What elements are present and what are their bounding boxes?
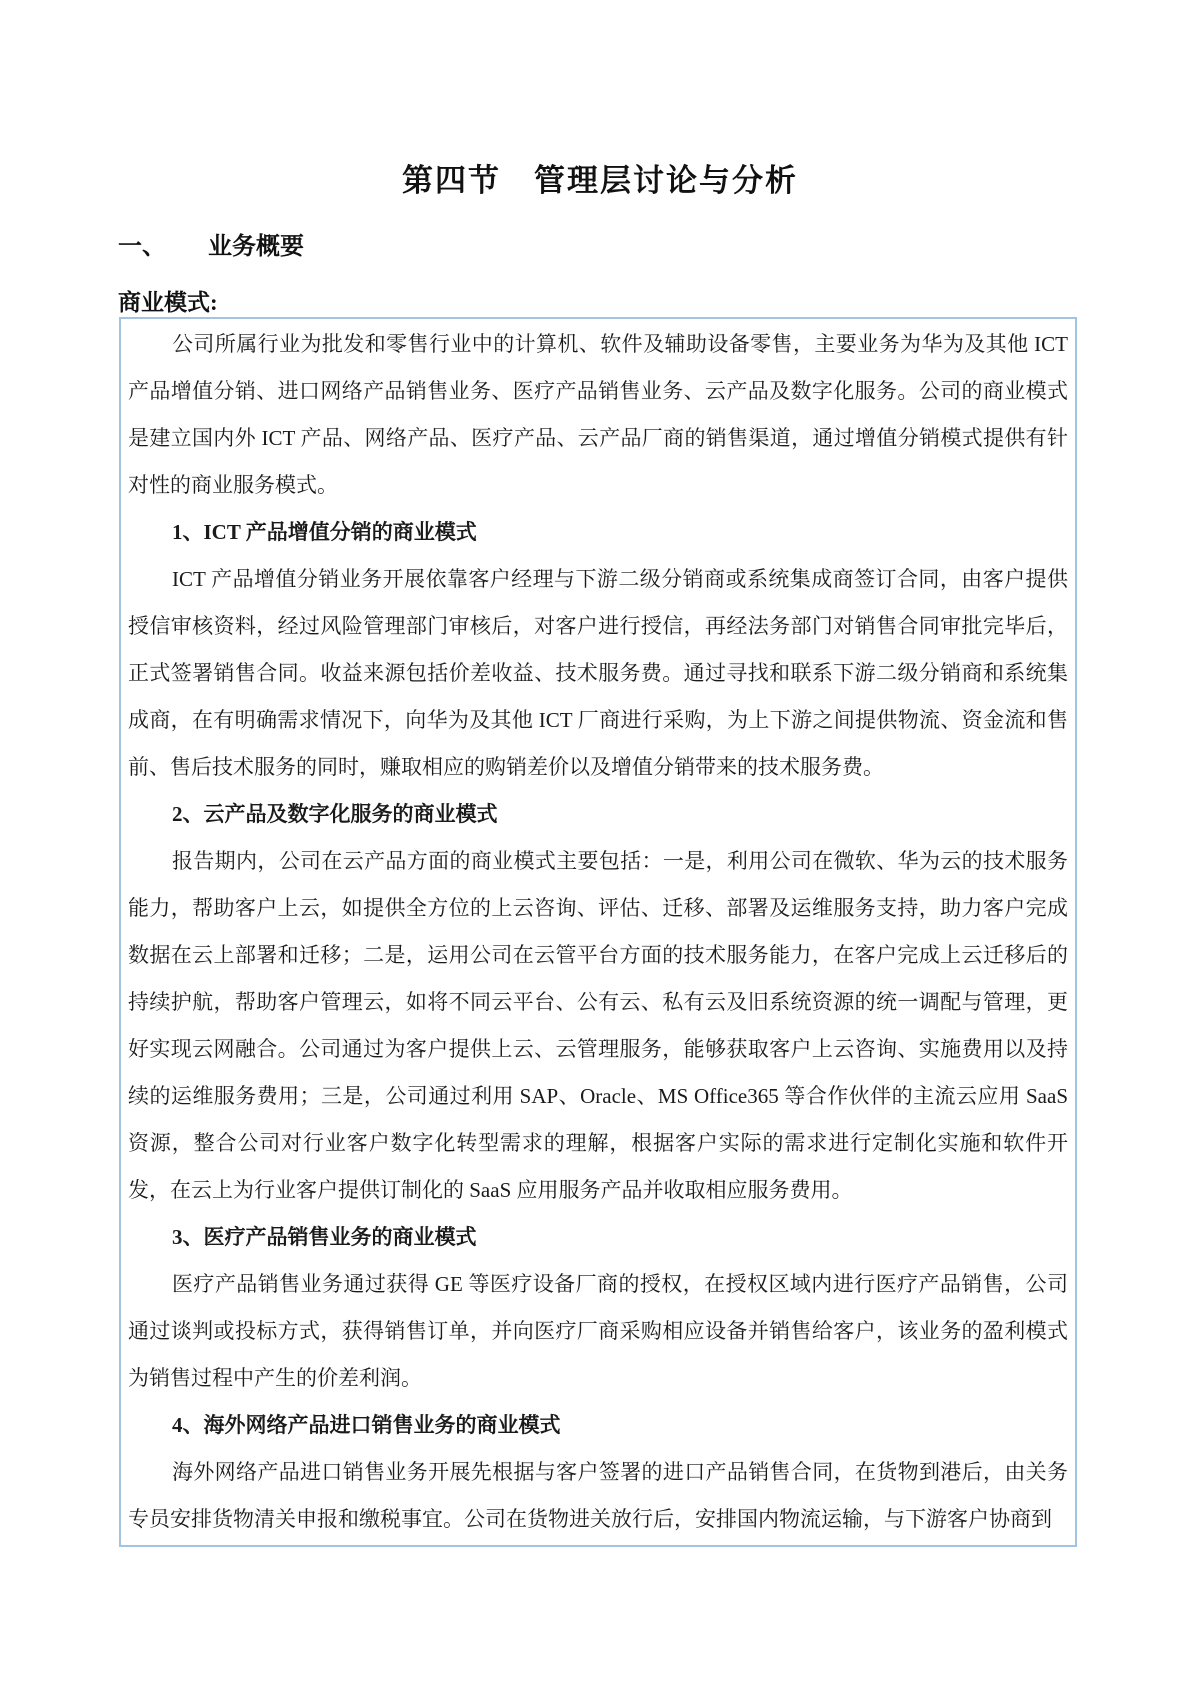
paragraph-cloud-services: 报告期内，公司在云产品方面的商业模式主要包括：一是，利用公司在微软、华为云的技术服务能力，帮助客户上云，如提供全方位的上云咨询、评估、迁移、部署及运维服务支持，助力客户完成数据在云上部署和迁移；二是，运用公司在云管平台方面的技术服务能力，在客户完成上云迁移后的持续护航，帮助客户管理云，如将不同云平台、公有云、私有云及旧系统资源的统一调配与管理，更好实现云网融合。公司通过为客户提供上云、云管理服务，能够获取客户上云咨询、实施费用以及持续的运维服务费用；三是，公司通过利用 SAP、Oracle、MS Office365 等合作伙伴的主流云应用 SaaS 资源，整合公司对行业客户数字化转型需求的理解，根据客户实际的需求进行定制化实施和软件开发，在云上为行业客户提供订制化的 SaaS 应用服务产品并收取相应服务费用。 <box>128 849 1068 1202</box>
paragraph-intro: 公司所属行业为批发和零售行业中的计算机、软件及辅助设备零售，主要业务为华为及其他 ICT 产品增值分销、进口网络产品销售业务、医疗产品销售业务、云产品及数字化服务。公司的商业模式是建立国内外 ICT 产品、网络产品、医疗产品、云产品厂商的销售渠道，通过增值分销模式提供有针对性的商业服务模式。 <box>128 332 1068 497</box>
business-model-text-box <box>119 317 1077 1547</box>
paragraph-overseas-network-products: 海外网络产品进口销售业务开展先根据与客户签署的进口产品销售合同，在货物到港后，由关务专员安排货物清关申报和缴税事宜。公司在货物进关放行后，安排国内物流运输，与下游客户协商到 <box>128 1460 1068 1531</box>
box-heading-ict-distribution: 1、ICT 产品增值分销的商业模式 <box>172 520 477 544</box>
box-heading-overseas-network-products: 4、海外网络产品进口销售业务的商业模式 <box>172 1413 561 1437</box>
box-heading-medical-products: 3、医疗产品销售业务的商业模式 <box>172 1225 477 1249</box>
section-heading <box>118 232 1200 262</box>
box-heading-cloud-services: 2、云产品及数字化服务的商业模式 <box>172 802 498 826</box>
business-model-label: 商业模式: <box>118 290 218 315</box>
paragraph-ict-distribution: ICT 产品增值分销业务开展依靠客户经理与下游二级分销商或系统集成商签订合同，由客户提供授信审核资料，经过风险管理部门审核后，对客户进行授信，再经法务部门对销售合同审批完毕后，正式签署销售合同。收益来源包括价差收益、技术服务费。通过寻找和联系下游二级分销商和系统集成商，在有明确需求情况下，向华为及其他 ICT 厂商进行采购，为上下游之间提供物流、资金流和售前、售后技术服务的同时，赚取相应的购销差价以及增值分销带来的技术服务费。 <box>128 567 1068 779</box>
page-title: 第四节 管理层讨论与分析 <box>402 163 798 198</box>
section-number: 一、 <box>118 233 166 260</box>
paragraph-medical-products: 医疗产品销售业务通过获得 GE 等医疗设备厂商的授权，在授权区域内进行医疗产品销售，公司通过谈判或投标方式，获得销售订单，并向医疗厂商采购相应设备并销售给客户，该业务的盈利模式为销售过程中产生的价差利润。 <box>128 1272 1068 1390</box>
section-label: 业务概要 <box>208 233 304 260</box>
